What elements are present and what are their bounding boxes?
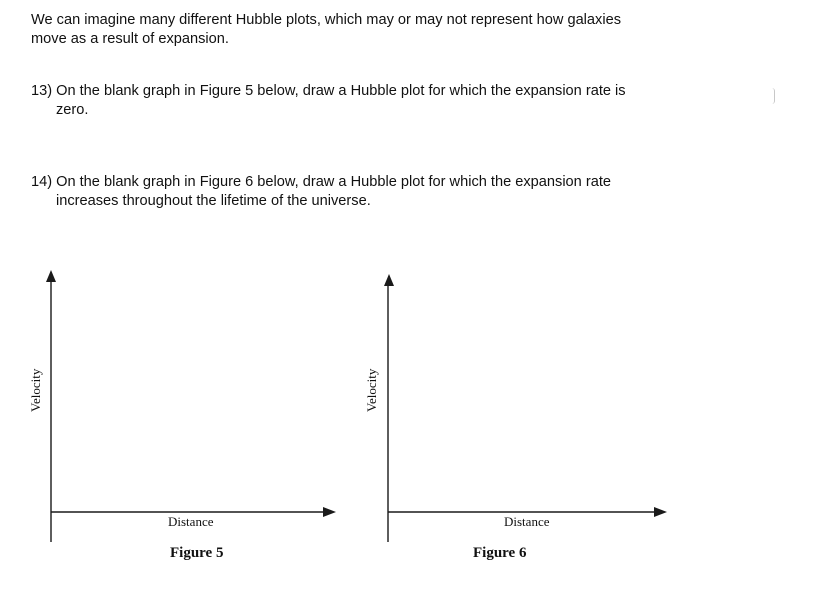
figure-6-graph[interactable] — [336, 262, 636, 562]
question-14-text: On the blank graph in Figure 6 below, draw a Hubble plot for which the expansion rate — [56, 174, 611, 190]
question-14-line-2: increases throughout the lifetime of the universe. — [56, 193, 371, 209]
intro-paragraph — [31, 11, 711, 49]
figure-5-y-label-text: Velocity — [28, 368, 43, 412]
figure-5-y-label — [28, 368, 54, 420]
question-13-line-2: zero. — [56, 102, 89, 118]
figure-6-x-label: Distance — [504, 514, 550, 529]
scan-mark — [772, 88, 775, 104]
question-13-number: 13) — [31, 83, 53, 99]
figure-5-x-label: Distance — [168, 514, 214, 529]
question-14-number: 14) — [31, 174, 53, 190]
figure-5-y-axis-arrow-icon — [46, 270, 56, 282]
intro-line-2: move as a result of expansion. — [31, 31, 229, 47]
figure-5-x-axis-arrow-icon — [323, 507, 336, 517]
figure-6-y-axis-arrow-icon — [384, 274, 394, 286]
question-14-line-1 — [31, 173, 731, 192]
figure-6-y-label-text: Velocity — [364, 368, 379, 412]
figure-5-caption: Figure 5 — [170, 545, 224, 561]
figure-6-x-axis-arrow-icon — [654, 507, 667, 517]
figure-6-y-label — [364, 368, 390, 420]
figure-5-graph[interactable] — [0, 262, 300, 562]
question-13 — [31, 82, 731, 120]
figure-6-caption: Figure 6 — [473, 545, 527, 561]
question-14 — [31, 173, 731, 211]
question-13-line-1 — [31, 82, 731, 101]
intro-line-1: We can imagine many different Hubble plots, which may or may not represent how galaxies — [31, 12, 621, 28]
question-13-text: On the blank graph in Figure 5 below, draw a Hubble plot for which the expansion rate is — [56, 83, 626, 99]
